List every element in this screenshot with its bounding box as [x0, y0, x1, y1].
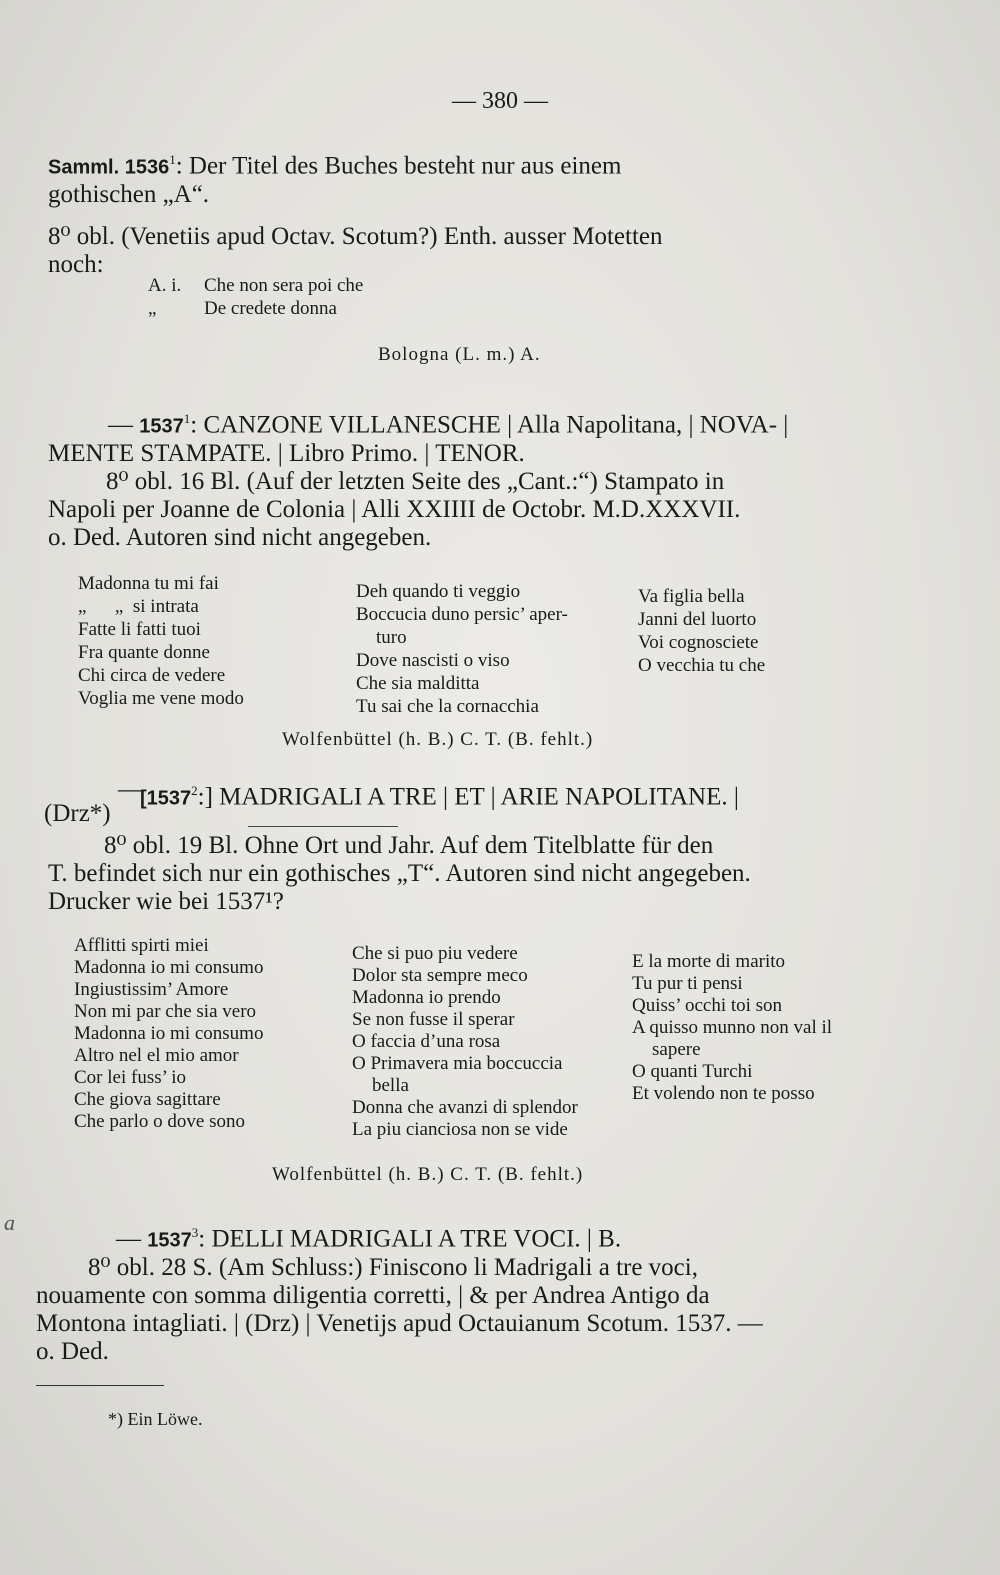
entry-1537-1	[48, 405, 928, 552]
entry-1537-2	[48, 832, 928, 916]
list-item: O vecchia tu che	[638, 655, 766, 676]
entry-text-line: Montona intagliati. | (Drz) | Venetijs apud Octauianum Scotum. 1537. —	[36, 1310, 763, 1338]
contents-column-2	[352, 943, 578, 1141]
list-item: O faccia d’una rosa	[352, 1031, 501, 1052]
list-item: turo	[376, 627, 407, 648]
list-item: Afflitti spirti miei	[74, 935, 209, 956]
entry-drz-note: (Drz*)	[44, 800, 111, 827]
entry-1536-heading	[48, 146, 908, 181]
entry-text-line: o. Ded. Autoren sind nicht angegeben.	[48, 524, 432, 552]
entry-text-line: 8⁰ obl. 19 Bl. Ohne Ort und Jahr. Auf dem Titelblatte für den	[104, 832, 714, 859]
list-item: Tu pur ti pensi	[632, 973, 743, 994]
list-item: Voglia me vene modo	[78, 688, 244, 709]
item-marker: A. i.	[148, 275, 182, 296]
entry-title-text: : DELLI MADRIGALI A TRE VOCI. | B.	[198, 1225, 622, 1253]
list-item: Boccucia duno persic’ aper-	[356, 604, 568, 625]
list-item: Voi cognosciete	[638, 632, 759, 653]
underline-rule	[248, 826, 398, 827]
contents-column-3	[638, 585, 765, 677]
content-item	[148, 297, 363, 320]
list-item: Che parlo o dove sono	[74, 1111, 245, 1132]
contents-column-1	[74, 935, 263, 1133]
list-item: Donna che avanzi di splendor	[352, 1097, 578, 1118]
entry-siglum-sup: 1	[169, 152, 176, 167]
list-item: Che giova sagittare	[74, 1089, 221, 1110]
content-item	[148, 274, 363, 297]
entry-title-text: : Der Titel des Buches besteht nur aus einem	[175, 152, 622, 180]
entry-1537-2-heading	[140, 783, 739, 811]
list-item: Ingiustissim’ Amore	[74, 979, 229, 1000]
entry-text-line: Napoli per Joanne de Colonia | Alli XXIIII de Octobr. M.D.XXXVII.	[48, 496, 741, 524]
list-item: Et volendo non te posso	[632, 1083, 815, 1104]
entry-1537-1-heading: — 1537$^1$: CANZONE VILLANESCHE | Alla Napolitana, | NOVA- |	[108, 411, 789, 439]
entry-siglum: [1537	[140, 787, 192, 810]
list-item: Chi circa de vedere	[78, 665, 226, 686]
list-item: Altro nel el mio amor	[74, 1045, 239, 1066]
list-item: Dove nascisti o viso	[356, 650, 510, 671]
entry-text-line: gothischen „A“.	[48, 181, 210, 209]
entry-text-line: noch:	[48, 251, 104, 279]
entry-siglum-sup: 3	[191, 1225, 199, 1240]
entry-text-line: 8⁰ obl. 28 S. (Am Schluss:) Finiscono li Madrigali a tre voci,	[88, 1254, 698, 1282]
entry-text-line: Drucker wie bei 1537¹?	[48, 888, 284, 915]
entry-title-text: : CANZONE VILLANESCHE | Alla Napolitana, | NOVA- |	[190, 411, 789, 439]
list-item: Se non fusse il sperar	[352, 1009, 515, 1030]
footnote: *) Ein Löwe.	[108, 1409, 203, 1429]
list-item: Cor lei fuss’ io	[74, 1067, 187, 1088]
entry-text-line: MENTE STAMPATE. | Libro Primo. | TENOR.	[48, 440, 525, 468]
entry-title-text: :] MADRIGALI A TRE | ET | ARIE NAPOLITANE. |	[197, 783, 739, 811]
item-marker: „	[148, 298, 157, 319]
list-item: La piu cianciosa non se vide	[352, 1119, 568, 1140]
entry-text-line: T. befindet sich nur ein gothisches „T“. Autoren sind nicht angegeben.	[48, 860, 751, 887]
list-item: Fatte li fatti tuoi	[78, 619, 201, 640]
contents-column-1	[78, 572, 244, 710]
list-item: Che si puo piu vedere	[352, 943, 518, 964]
list-item: Deh quando ti veggio	[356, 581, 521, 602]
list-item: sapere	[652, 1039, 701, 1060]
entry-siglum-sup: 2	[191, 783, 198, 798]
list-item: A quisso munno non val il	[632, 1017, 833, 1038]
entry-1537-3-heading: — 1537$^3$: DELLI MADRIGALI A TRE VOCI. | B.	[116, 1225, 622, 1253]
list-item: Quiss’ occhi toi son	[632, 995, 783, 1016]
list-item: Madonna io mi consumo	[74, 1023, 264, 1044]
list-item: Janni del luorto	[638, 609, 757, 630]
entry-dash: —	[118, 776, 143, 803]
list-item: Madonna io mi consumo	[74, 957, 264, 978]
library-location: Wolfenbüttel (h. B.) C. T. (B. fehlt.)	[282, 729, 594, 750]
entry-siglum: 1537	[139, 415, 184, 438]
list-item: Madonna tu mi fai	[78, 573, 219, 594]
item-text: De credete donna	[204, 298, 337, 319]
contents-column-3	[632, 951, 832, 1105]
list-item: Non mi par che sia vero	[74, 1001, 257, 1022]
library-location: Bologna (L. m.) A.	[378, 344, 541, 365]
list-item: Che sia malditta	[356, 673, 480, 694]
footnote-rule	[36, 1385, 164, 1386]
list-item: Fra quante donne	[78, 642, 210, 663]
entry-1536	[48, 146, 908, 279]
entry-text-line: o. Ded.	[36, 1338, 109, 1366]
entry-text-line: nouamente con somma diligentia corretti, | & per Andrea Antigo da	[36, 1282, 710, 1310]
margin-annotation: a	[4, 1210, 15, 1235]
item-text: Che non sera poi che	[204, 275, 364, 296]
entry-1537-3	[36, 1219, 916, 1366]
entry-siglum-sup: 1	[183, 411, 191, 426]
page-number: — 380 —	[452, 88, 548, 114]
list-item: Dolor sta sempre meco	[352, 965, 528, 986]
library-location: Wolfenbüttel (h. B.) C. T. (B. fehlt.)	[272, 1164, 584, 1185]
list-item: „ „ si intrata	[78, 596, 199, 617]
list-item: Va figlia bella	[638, 586, 745, 607]
list-item: Madonna io prendo	[352, 987, 501, 1008]
entry-1536-contents	[148, 274, 363, 320]
list-item: Tu sai che la cornacchia	[356, 696, 539, 717]
entry-text-line: 8⁰ obl. 16 Bl. (Auf der letzten Seite des „Cant.:“) Stampato in	[106, 468, 725, 496]
contents-column-2	[356, 580, 568, 718]
list-item: O quanti Turchi	[632, 1061, 753, 1082]
list-item: E la morte di marito	[632, 951, 786, 972]
entry-siglum: 1537	[147, 1229, 192, 1252]
list-item: O Primavera mia boccuccia	[352, 1053, 563, 1074]
entry-text-line: 8⁰ obl. (Venetiis apud Octav. Scotum?) Enth. ausser Motetten	[48, 223, 663, 251]
entry-siglum: Samml. 1536	[48, 156, 170, 179]
list-item: bella	[372, 1075, 409, 1096]
